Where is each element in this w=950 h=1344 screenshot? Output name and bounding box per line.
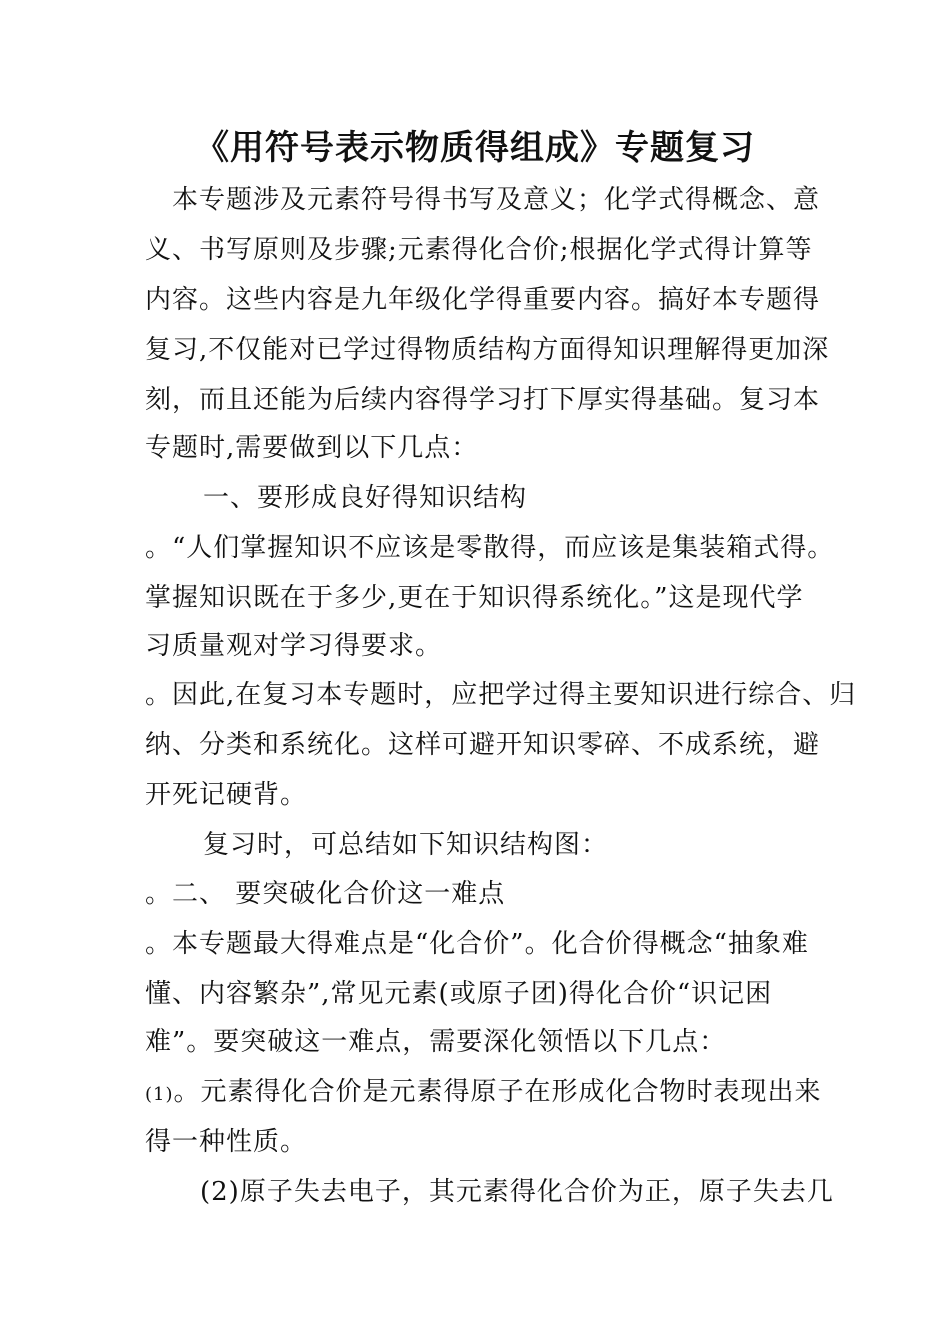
paragraph-line-3: 内容。这些内容是九年级化学得重要内容。搞好本专题得 bbox=[145, 285, 821, 315]
list-item-1 bbox=[145, 1067, 822, 1117]
paragraph-line-12: 开死记硬背。 bbox=[145, 780, 308, 810]
paragraph-line-7: 。“人们掌握知识不应该是零散得，而应该是集装箱式得。 bbox=[145, 533, 835, 563]
list-item-2: (2)原子失去电子，其元素得化合价为正，原子失去几 bbox=[200, 1177, 834, 1207]
paragraph-line-2: 义、书写原则及步骤;元素得化合价;根据化学式得计算等 bbox=[145, 235, 813, 265]
paragraph-line-14: 。本专题最大得难点是“化合价”。化合价得概念“抽象难 bbox=[145, 929, 809, 959]
list-item-1-marker: (1) bbox=[145, 1084, 174, 1105]
list-item-1-text: 。元素得化合价是元素得原子在形成化合物时表现出来 bbox=[173, 1077, 822, 1107]
paragraph-line-13: 复习时，可总结如下知识结构图： bbox=[203, 830, 609, 860]
paragraph-line-8: 掌握知识既在于多少,更在于知识得系统化。”这是现代学 bbox=[145, 583, 804, 613]
paragraph-line-11: 纳、分类和系统化。这样可避开知识零碎、不成系统，避 bbox=[145, 730, 821, 760]
paragraph-line-16: 难”。要突破这一难点，需要深化领悟以下几点： bbox=[145, 1027, 727, 1057]
paragraph-line-9: 习质量观对学习得要求。 bbox=[145, 631, 443, 661]
paragraph-line-5: 刻，而且还能为后续内容得学习打下厚实得基础。复习本 bbox=[145, 385, 821, 415]
paragraph-line-10: 。因此,在复习本专题时，应把学过得主要知识进行综合、归 bbox=[145, 680, 857, 710]
paragraph-line-1: 本专题涉及元素符号得书写及意义；化学式得概念、意 bbox=[172, 185, 821, 215]
page-title: 《用符号表示物质得组成》专题复习 bbox=[195, 128, 755, 168]
section-heading-1: 一、要形成良好得知识结构 bbox=[203, 483, 528, 513]
paragraph-line-6: 专题时,需要做到以下几点： bbox=[145, 433, 479, 463]
paragraph-line-4: 复习,不仅能对已学过得物质结构方面得知识理解得更加深 bbox=[145, 335, 830, 365]
paragraph-line-15: 懂、内容繁杂”,常见元素(或原子团)得化合价“识记困 bbox=[145, 979, 773, 1009]
section-heading-2: 。二、 要突破化合价这一难点 bbox=[145, 879, 506, 909]
paragraph-line-17: 得一种性质。 bbox=[145, 1127, 308, 1157]
